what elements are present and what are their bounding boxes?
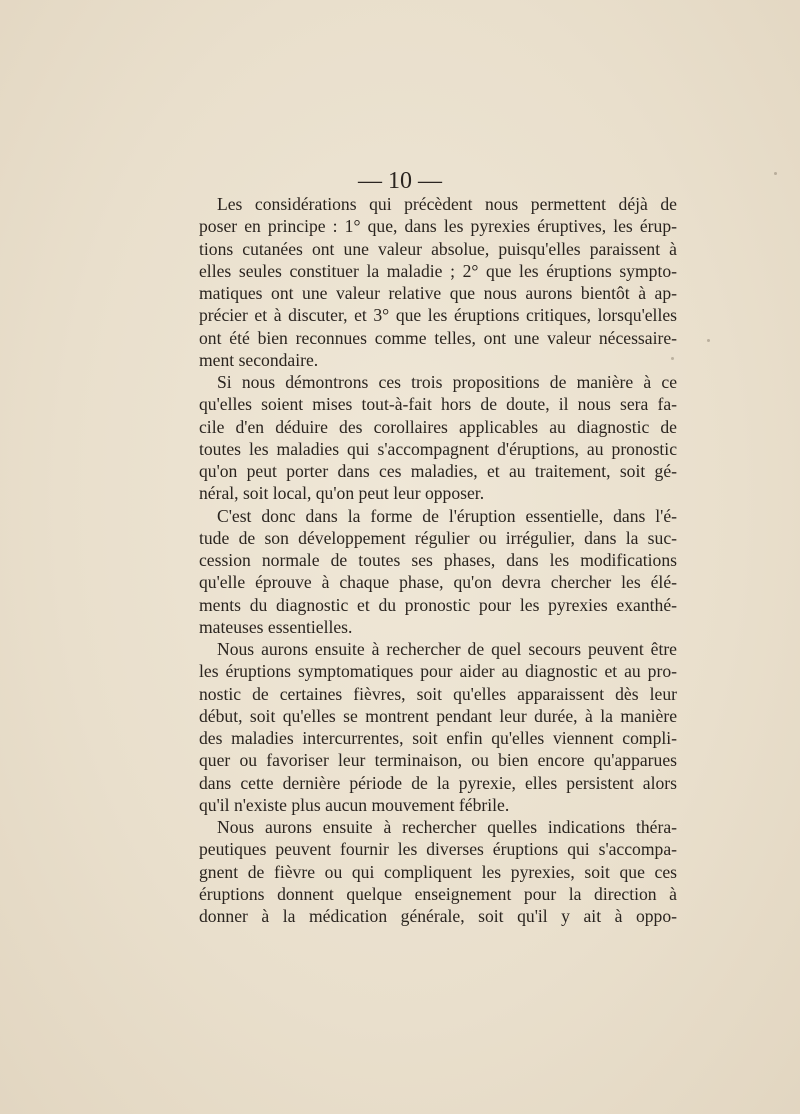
text-line: gnent de fièvre ou qui compliquent les pyrexies, soit que ces bbox=[199, 861, 677, 882]
text-line: ments du diagnostic et du pronostic pour les pyrexies exanthé- bbox=[199, 594, 677, 615]
text-line: quer ou favoriser leur terminaison, ou bien encore qu'apparues bbox=[199, 750, 677, 771]
text-line: poser en principe : 1° que, dans les pyrexies éruptives, les érup- bbox=[199, 216, 677, 237]
text-line: les éruptions symptomatiques pour aider au diagnostic et au pro- bbox=[199, 661, 677, 682]
text-line: éruptions donnent quelque enseignement pour la direction à bbox=[199, 883, 677, 904]
text-line: qu'elles soient mises tout-à-fait hors de doute, il nous sera fa- bbox=[199, 394, 677, 415]
text-line: ment secondaire. bbox=[199, 349, 319, 370]
text-line: tions cutanées ont une valeur absolue, puisqu'elles paraissent à bbox=[199, 238, 677, 259]
text-line: Si nous démontrons ces trois propositions de manière à ce bbox=[217, 372, 677, 392]
text-line: ont été bien reconnues comme telles, ont une valeur nécessaire- bbox=[199, 327, 677, 348]
text-line: matiques ont une valeur relative que nous aurons bientôt à ap- bbox=[199, 283, 677, 303]
text-line: qu'elle éprouve à chaque phase, qu'on devra chercher les élé- bbox=[199, 572, 677, 593]
text-line: cile d'en déduire des corollaires applicables au diagnostic de bbox=[199, 416, 677, 437]
text-line: des maladies intercurrentes, soit enfin qu'elles viennent compli- bbox=[199, 728, 677, 748]
text-line: mateuses essentielles. bbox=[199, 616, 353, 637]
text-line: dans cette dernière période de la pyrexie, elles persistent alors bbox=[199, 772, 677, 793]
text-line: cession normale de toutes ses phases, dans les modifications bbox=[199, 550, 677, 570]
body-text bbox=[199, 193, 677, 927]
text-line: début, soit qu'elles se montrent pendant leur durée, à la manière bbox=[199, 705, 677, 726]
text-line: Nous aurons ensuite à rechercher de quel secours peuvent être bbox=[217, 639, 677, 659]
paper-speck bbox=[671, 357, 674, 360]
text-line: néral, soit local, qu'on peut leur opposer. bbox=[199, 483, 485, 504]
text-line: toutes les maladies qui s'accompagnent d'éruptions, au pronostic bbox=[199, 438, 677, 459]
text-line: tude de son développement régulier ou irrégulier, dans la suc- bbox=[199, 527, 677, 548]
text-line: peutiques peuvent fournir les diverses éruptions qui s'accompa- bbox=[199, 839, 677, 860]
text-line: donner à la médication générale, soit qu'il y ait à oppo- bbox=[199, 906, 677, 926]
paper-speck bbox=[774, 172, 777, 175]
text-line: précier et à discuter, et 3° que les éruptions critiques, lorsqu'elles bbox=[199, 305, 677, 326]
text-line: Les considérations qui précèdent nous permettent déjà de bbox=[217, 194, 677, 214]
text-line: qu'on peut porter dans ces maladies, et au traitement, soit gé- bbox=[199, 461, 677, 481]
text-line: Nous aurons ensuite à rechercher quelles indications théra- bbox=[217, 817, 677, 837]
page-number: — 10 — bbox=[358, 168, 442, 194]
paper-speck bbox=[707, 339, 710, 342]
text-line: elles seules constituer la maladie ; 2° que les éruptions sympto- bbox=[199, 260, 677, 281]
text-line: C'est donc dans la forme de l'éruption essentielle, dans l'é- bbox=[217, 505, 677, 526]
text-line: qu'il n'existe plus aucun mouvement fébrile. bbox=[199, 794, 510, 815]
text-line: nostic de certaines fièvres, soit qu'elles apparaissent dès leur bbox=[199, 683, 677, 704]
